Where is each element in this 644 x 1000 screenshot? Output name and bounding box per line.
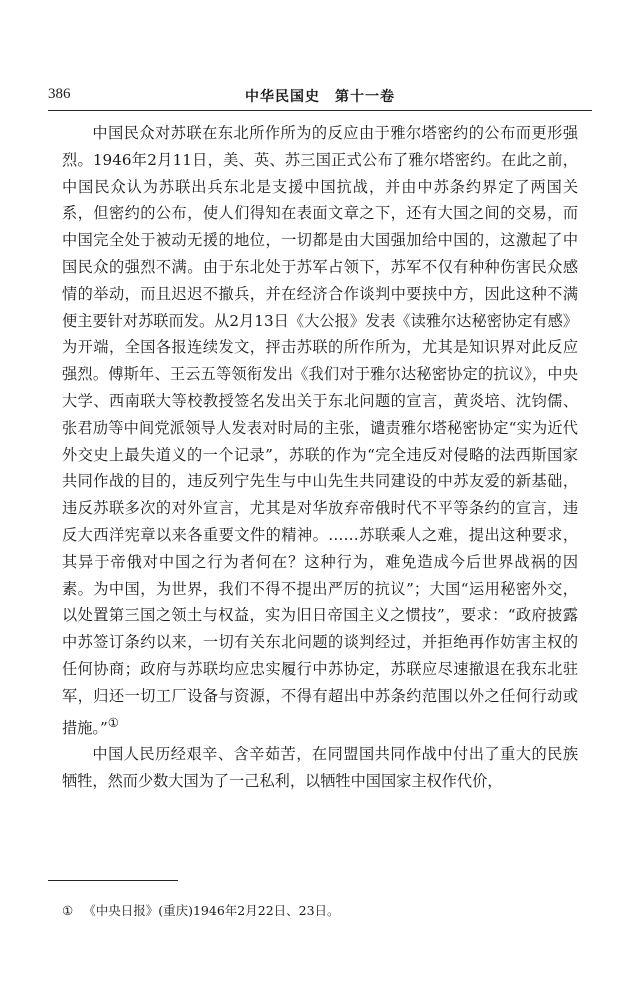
footnote-marker: ①	[62, 903, 74, 918]
header-rule	[48, 110, 592, 111]
footnote-rule	[48, 880, 178, 881]
page-number: 386	[48, 86, 71, 102]
paragraph-text: 中国人民历经艰辛、含辛茹苦，在同盟国共同作战中付出了重大的民族牺牲，然而少数大国为了一己私利，以牺牲中国国家主权作代价，	[62, 745, 578, 791]
footnote-text: 《中央日报》(重庆)1946年2月22日、23日。	[83, 903, 340, 918]
running-title: 中华民国史 第十一卷	[245, 89, 395, 105]
page-header	[48, 86, 592, 112]
paragraph-text: 中国民众对苏联在东北所作所为的反应由于雅尔塔密约的公布而更形强烈。1946年2月11日，美、英、苏三国正式公布了雅尔塔密约。在此之前，中国民众认为苏联出兵东北是支援中国抗战，并由中苏条约界定了两国关系，但密约的公布，使人们得知在表面文章之下，还有大国之间的交易，而中国完全处于被动无援的地位，一切都是由大国强加给中国的，这激起了中国民众的强烈不满。由于东北处于苏军占领下，苏军不仅有种种伤害民众感情的举动，而且迟迟不撤兵，并在经济合作谈判中要挟中方，因此这种不满便主要针对苏联而发。从2月13日《大公报》发表《读雅尔达秘密协定有感》为开端，全国各报连续发文，抨击苏联的所作所为，尤其是知识界对此反应强烈。傅斯年、王云五等领衔发出《我们对于雅尔达秘密协定的抗议》，中央大学、西南联大等校教授签名发出关于东北问题的宣言，黄炎培、沈钧儒、张君劢等中间党派领导人发表对时局的主张，谴责雅尔塔秘密协定“实为近代外交史上最失道义的一个记录”，苏联的作为“完全违反对侵略的法西斯国家共同作战的目的，违反列宁先生与中山先生共同建设的中苏友爱的新基础，违反苏联多次的对外宣言，尤其是对华放弃帝俄时代不平等条约的宣言，违反大西洋宪章以来各重要文件的精神。……苏联乘人之难，提出这种要求，其异于帝俄对中国之行为者何在？这种行为，难免造成今后世界战祸的因素。为中国，为世界，我们不得不提出严厉的抗议”；大国“运用秘密外交，以处置第三国之领土与权益，实为旧日帝国主义之惯技”，要求：“政府披露中苏签订条约以来，一切有关东北问题的谈判经过，并拒绝再作妨害主权的任何协商；政府与苏联均应忠实履行中苏协定，苏联应尽速撤退在我东北驻军，归还一切工厂设备与资源，不得有超出中苏条约范围以外之任何行动或措施。”	[62, 124, 578, 737]
footnote	[62, 902, 578, 920]
footnote-reference[interactable]: ①	[107, 714, 120, 730]
paragraph	[62, 741, 578, 795]
main-text	[62, 120, 578, 795]
paragraph	[62, 120, 578, 741]
